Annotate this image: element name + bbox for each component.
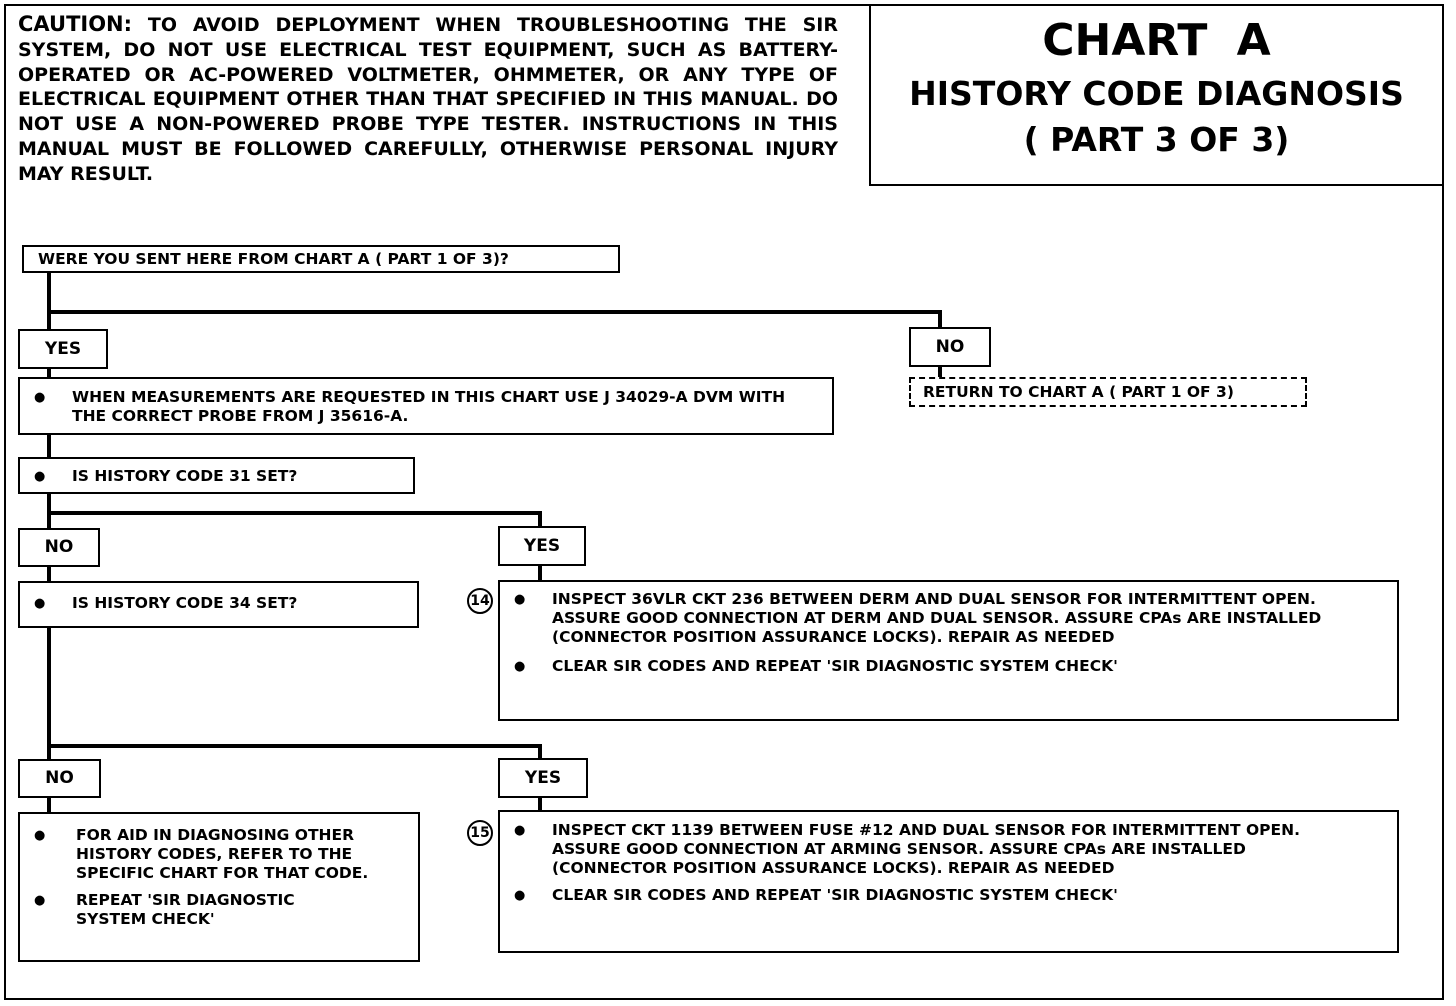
- return-chart-a-box: [909, 377, 1307, 407]
- yes-label-31: [498, 526, 586, 566]
- other-codes-item-1: ● FOR AID IN DIAGNOSING OTHER HISTORY CODES, REFER TO THE SPECIFIC CHART FOR THAT CODE.: [20, 826, 418, 883]
- yes-label-34: [498, 758, 588, 798]
- measurement-instruction-box: [18, 377, 834, 435]
- step-15-item-1: ● INSPECT CKT 1139 BETWEEN FUSE #12 AND DUAL SENSOR FOR INTERMITTENT OPEN. ASSURE GOOD CONNECTION AT ARMING SENSOR. ASSURE CPAs ARE INSTALLED (CONNECTOR POSITION ASSURANCE LOCKS). REPAIR AS NEEDED: [500, 821, 1397, 878]
- return-chart-a-text: RETURN TO CHART A ( PART 1 OF 3): [923, 383, 1234, 401]
- yes-label-1-text: YES: [44, 338, 82, 359]
- other-codes-item-2: ● REPEAT 'SIR DIAGNOSTIC SYSTEM CHECK': [20, 891, 418, 929]
- yes-label-31-text: YES: [523, 535, 561, 556]
- no-label-31: [18, 528, 100, 567]
- other-codes-box: [18, 812, 420, 962]
- step-15-item-2: ● CLEAR SIR CODES AND REPEAT 'SIR DIAGNOSTIC SYSTEM CHECK': [500, 886, 1397, 905]
- step-14-item-1: ● INSPECT 36VLR CKT 236 BETWEEN DERM AND DUAL SENSOR FOR INTERMITTENT OPEN. ASSURE GOOD CONNECTION AT DERM AND DUAL SENSOR. ASSURE CPAs ARE INSTALLED (CONNECTOR POSITION ASSURANCE LOCKS). REPAIR AS NEEDED: [500, 590, 1397, 647]
- start-question-box: [22, 245, 620, 273]
- chart-subtitle: HISTORY CODE DIAGNOSIS: [909, 74, 1404, 113]
- step-15-box: [498, 810, 1399, 953]
- chart-title: CHART A: [1042, 15, 1271, 66]
- step-14-marker: 14: [467, 588, 493, 614]
- question-31-text: ● IS HISTORY CODE 31 SET?: [20, 467, 413, 486]
- yes-label-34-text: YES: [524, 767, 562, 788]
- yes-label-1: [18, 329, 108, 369]
- no-label-1: [909, 327, 991, 367]
- step-14-item-2: ● CLEAR SIR CODES AND REPEAT 'SIR DIAGNOSTIC SYSTEM CHECK': [500, 657, 1397, 676]
- no-label-34-text: NO: [45, 768, 74, 788]
- step-14-box: [498, 580, 1399, 721]
- caution-label: CAUTION:: [18, 12, 133, 36]
- caution-text: TO AVOID DEPLOYMENT WHEN TROUBLESHOOTING THE SIR SYSTEM, DO NOT USE ELECTRICAL TEST EQUIPMENT, SUCH AS BATTERY-OPERATED OR AC-POWERED VOLTMETER, OHMMETER, OR ANY TYPE OF ELECTRICAL EQUIPMENT OTHER THAN THAT SPECIFIED IN THIS MANUAL. DO NOT USE A NON-POWERED PROBE TYPE TESTER. INSTRUCTIONS IN THIS MANUAL MUST BE FOLLOWED CAREFULLY, OTHERWISE PERSONAL INJURY MAY RESULT.: [18, 14, 838, 185]
- chart-part: ( PART 3 OF 3): [1023, 120, 1290, 159]
- no-label-34: [18, 759, 101, 798]
- start-question-text: WERE YOU SENT HERE FROM CHART A ( PART 1 OF 3)?: [38, 250, 509, 268]
- no-label-1-text: NO: [935, 336, 965, 357]
- question-34-text: ● IS HISTORY CODE 34 SET?: [20, 594, 417, 613]
- step-15-marker: 15: [467, 820, 493, 846]
- measurement-instruction: ● WHEN MEASUREMENTS ARE REQUESTED IN THIS CHART USE J 34029-A DVM WITH THE CORRECT PROBE FROM J 35616-A.: [20, 388, 832, 426]
- chart-title-box: [869, 4, 1444, 186]
- no-label-31-text: NO: [44, 537, 74, 557]
- question-34-box: [18, 581, 419, 628]
- caution-notice: [18, 12, 838, 187]
- question-31-box: [18, 457, 415, 494]
